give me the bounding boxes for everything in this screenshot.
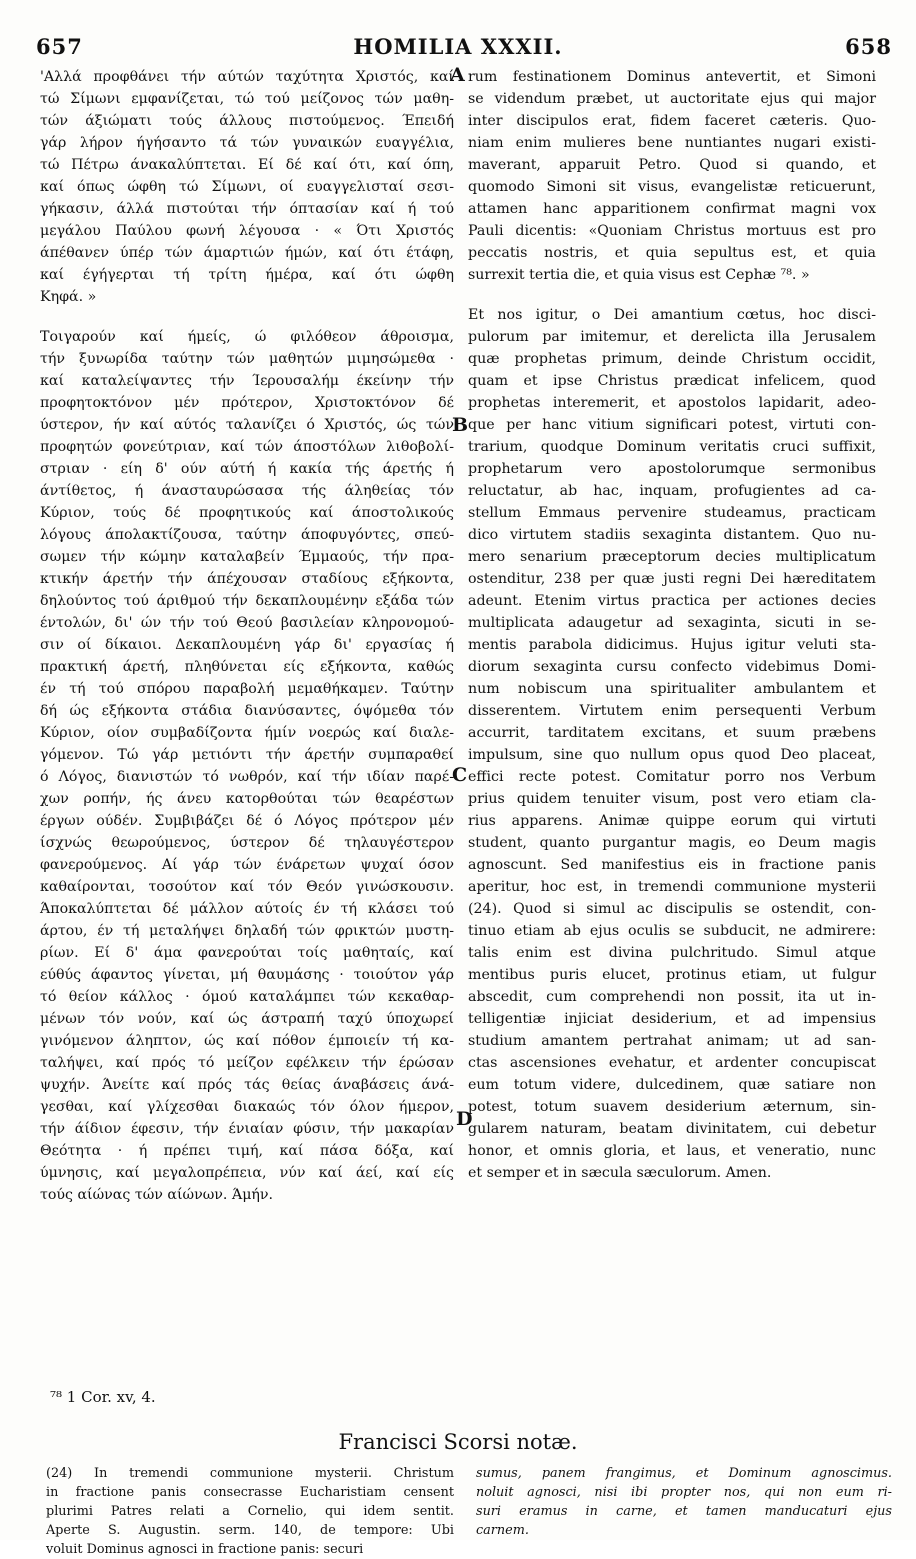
text-line: agnoscunt. Sed manifestius eis in fractione panis bbox=[468, 857, 876, 873]
text-line: γινόμενον άληπτον, ώς καί πόθον έμποιείν τή κα- bbox=[40, 1033, 454, 1049]
text-line: μεγάλου Παύλου φωνή λέγουσα · « Ότι Χριστός bbox=[40, 223, 454, 239]
text-line: Et nos igitur, o Dei amantium cœtus, hoc disci- bbox=[468, 307, 876, 323]
text-line: ύστερον, ήν καί αύτός ταλανίζει ό Χριστός, ώς τών bbox=[40, 417, 454, 433]
text-line: eum totum videre, dulcedinem, quæ satiare non bbox=[468, 1077, 876, 1093]
notes-left-column bbox=[46, 1464, 454, 1559]
greek-text-column bbox=[40, 66, 454, 1206]
text-line: ψυχήν. Άνείτε καί πρός τάς θείας άναβάσεις άνά- bbox=[40, 1077, 454, 1093]
text-line: accurrit, tarditatem excitans, et suum præbens bbox=[468, 725, 876, 741]
text-line: tinuo etiam ab ejus oculis se subducit, ne admirere: bbox=[468, 923, 876, 939]
text-line: ctas ascensiones evehatur, et ardenter concupiscat bbox=[468, 1055, 876, 1071]
text-line: noluit agnosci, nisi ibi propter nos, qui non eum ri- bbox=[476, 1485, 892, 1500]
text-line: pulorum par imitemur, et derelicta illa Jerusalem bbox=[468, 329, 876, 345]
text-line: τήν ξυνωρίδα ταύτην τών μαθητών μιμησώμεθα · bbox=[40, 351, 454, 367]
text-line: έργων ούδέν. Συμβιβάζει δέ ό Λόγος πρότερον μέν bbox=[40, 813, 454, 829]
text-line: Κύριον, οίον συμβαδίζοντα ήμίν νοερώς καί διαλε- bbox=[40, 725, 454, 741]
margin-marker-d: D bbox=[456, 1108, 473, 1130]
paragraph-gap bbox=[468, 286, 876, 304]
text-line: plurimi Patres relati a Cornelio, qui idem sentit. bbox=[46, 1504, 454, 1519]
text-line: μένων τόν νούν, καί ώς άστραπή ταχύ ύποχωρεί bbox=[40, 1011, 454, 1027]
text-line: se videndum præbet, ut auctoritate ejus qui major bbox=[468, 91, 876, 107]
text-line: mero senarium præceptorum decies multiplicatum bbox=[468, 549, 876, 565]
text-line: προφητοκτόνον μέν πρότερον, Χριστοκτόνον δέ bbox=[40, 395, 454, 411]
notes-title: Francisci Scorsi notæ. bbox=[338, 1430, 578, 1454]
text-line: σωμεν τήν κώμην καταλαβείν Έμμαούς, τήν πρα- bbox=[40, 549, 454, 565]
text-line: καί όπως ώφθη τώ Σίμωνι, οί ευαγγελισταί σεσι- bbox=[40, 179, 454, 195]
text-line: effici recte potest. Comitatur porro nos Verbum bbox=[468, 769, 876, 785]
text-line: dico virtutem stadiis sexaginta distantem. Quo nu- bbox=[468, 527, 876, 543]
text-line: prophetas interemerit, et apostolos lapidarit, adeo- bbox=[468, 395, 876, 411]
text-line: in fractione panis consecrasse Eucharistiam censent bbox=[46, 1485, 454, 1500]
text-line: τών άξιώματι τούς άλλους πιστούμενος. Έπειδή bbox=[40, 113, 454, 129]
text-line: ρίων. Εί δ' άμα φανερούται τοίς μαθηταίς, καί bbox=[40, 945, 454, 961]
text-line: λόγους άπολακτίζουσα, ταύτην άποφυγόντες, σπεύ- bbox=[40, 527, 454, 543]
text-line: prophetarum vero apostolorumque sermonibus bbox=[468, 461, 876, 477]
text-line: niam enim mulieres bene nuntiantes nugari existi- bbox=[468, 135, 876, 151]
text-line: rius apparens. Animæ quippe eorum qui virtuti bbox=[468, 813, 876, 829]
paragraph-gap bbox=[40, 308, 454, 326]
text-line: prius quidem tenuiter visum, post vero etiam cla- bbox=[468, 791, 876, 807]
text-line: impulsum, sine quo nullum opus quod Deo placeat, bbox=[468, 747, 876, 763]
text-line: trarium, quodque Dominum veritatis cruci suffixit, bbox=[468, 439, 876, 455]
text-line: καί έγήγερται τή τρίτη ήμέρα, καί ότι ώφθη bbox=[40, 267, 454, 283]
text-line: sumus, panem frangimus, et Dominum agnoscimus. bbox=[476, 1466, 892, 1481]
text-line: στριαν · είη δ' ούν αύτή ή κακία τής άρετής ή bbox=[40, 461, 454, 477]
text-line: γεσθαι, καί γλίχεσθαι διακαώς τόν όλον ήμερον, bbox=[40, 1099, 454, 1115]
text-line: inter discipulos erat, fidem faceret cæteris. Quo- bbox=[468, 113, 876, 129]
text-line: studium amantem pertrahat animam; ut ad san- bbox=[468, 1033, 876, 1049]
text-line: aperitur, hoc est, in tremendi communione mysterii bbox=[468, 879, 876, 895]
text-line: num nobiscum una spiritualiter ambulantem et bbox=[468, 681, 876, 697]
text-line: κτικήν άρετήν τήν άπέχουσαν σταδίους εξήκοντα, bbox=[40, 571, 454, 587]
text-line: χων ροπήν, ής άνευ κατορθούται τών θεαρέστων bbox=[40, 791, 454, 807]
text-line: Pauli dicentis: «Quoniam Christus mortuus est pro bbox=[468, 223, 876, 239]
page-number-left: 657 bbox=[36, 34, 83, 59]
text-line: disserentem. Virtutem enim persequenti Verbum bbox=[468, 703, 876, 719]
footnote: ⁷⁸ 1 Cor. xv, 4. bbox=[50, 1388, 156, 1406]
text-line: attamen hanc apparitionem confirmat magni vox bbox=[468, 201, 876, 217]
text-line: άντίθετος, ή άνασταυρώσασα τής άληθείας τόν bbox=[40, 483, 454, 499]
text-line: carnem. bbox=[476, 1523, 529, 1538]
text-line: surrexit tertia die, et quia visus est Cephæ ⁷⁸. » bbox=[468, 267, 810, 283]
running-title: HOMILIA XXXII. bbox=[353, 34, 563, 59]
text-line: ίσχνώς θεωρούμενος, ύστερον δέ τηλαυγέστερον bbox=[40, 835, 454, 851]
text-line: stellum Emmaus pervenire studeamus, practicam bbox=[468, 505, 876, 521]
text-line: γήκασιν, άλλά πιστούται τήν όπτασίαν καί ή τού bbox=[40, 201, 454, 217]
text-line: Aperte S. Augustin. serm. 140, de tempore: Ubi bbox=[46, 1523, 454, 1538]
text-line: τούς αίώνας τών αίώνων. Άμήν. bbox=[40, 1187, 274, 1203]
text-line: multiplicata adaugetur ad sexaginta, sicuti in se- bbox=[468, 615, 876, 631]
margin-marker-c: C bbox=[452, 764, 468, 786]
text-line: peccatis nostris, et quia sepultus est, et quia bbox=[468, 245, 876, 261]
text-line: potest, totum suavem desiderium æternum, sin- bbox=[468, 1099, 876, 1115]
text-line: άπέθανεν ύπέρ τών άμαρτιών ήμών, καί ότι έτάφη, bbox=[40, 245, 454, 261]
text-line: mentis parabola didicimus. Hujus igitur veluti sta- bbox=[468, 637, 876, 653]
text-line: δηλούντος τού άριθμού τήν δεκαπλουμένην εξάδα τών bbox=[40, 593, 454, 609]
text-line: Κηφά. » bbox=[40, 289, 97, 305]
text-line: ταλήψει, καί πρός τό μείζον εφέλκειν τήν έρώσαν bbox=[40, 1055, 454, 1071]
text-line: rum festinationem Dominus antevertit, et Simoni bbox=[468, 69, 876, 85]
latin-text-column bbox=[468, 66, 876, 1184]
text-line: (24) In tremendi communione mysterii. Christum bbox=[46, 1466, 454, 1481]
text-line: δή ώς εξήκοντα στάδια διανύσαντες, όψόμεθα τόν bbox=[40, 703, 454, 719]
text-line: suri eramus in carne, et tamen manducaturi ejus bbox=[476, 1504, 892, 1519]
text-line: προφητών φονεύτριαν, καί τών άποστόλων λιθοβολί- bbox=[40, 439, 454, 455]
text-line: Τοιγαρούν καί ήμείς, ώ φιλόθεον άθροισμα, bbox=[40, 329, 454, 345]
text-line: γάρ λήρον ήγήσαντο τά τών γυναικών ευαγγέλια, bbox=[40, 135, 454, 151]
text-line: adeunt. Etenim virtus practica per actiones decies bbox=[468, 593, 876, 609]
text-line: ostenditur, 238 per quæ justi regni Dei hæreditatem bbox=[468, 571, 876, 587]
text-line: ύμνησις, καί μεγαλοπρέπεια, νύν καί άεί, καί είς bbox=[40, 1165, 454, 1181]
text-line: Θεότητα · ή πρέπει τιμή, καί πάσα δόξα, καί bbox=[40, 1143, 454, 1159]
text-line: voluit Dominus agnosci in fractione panis: securi bbox=[46, 1542, 364, 1557]
text-line: et semper et in sæcula sæculorum. Amen. bbox=[468, 1165, 772, 1181]
text-line: mentibus puris elucet, protinus etiam, ut fulgur bbox=[468, 967, 876, 983]
text-line: quæ prophetas primum, deinde Christum occidit, bbox=[468, 351, 876, 367]
text-line: τό θείον κάλλος · όμού καταλάμπει τών κεκαθαρ- bbox=[40, 989, 454, 1005]
text-line: Άποκαλύπτεται δέ μάλλον αύτοίς έν τή κλάσει τού bbox=[40, 901, 454, 917]
text-line: quomodo Simoni sit visus, evangelistæ reticuerunt, bbox=[468, 179, 876, 195]
margin-marker-b: B bbox=[452, 414, 469, 436]
text-line: έν τή τού σπόρου παραβολή μεμαθήκαμεν. Ταύτην bbox=[40, 681, 454, 697]
text-line: (24). Quod si simul ac discipulis se ostendit, con- bbox=[468, 901, 876, 917]
text-line: καθαίρονται, τοσούτον καί τόν Θεόν γινώσκουσιν. bbox=[40, 879, 454, 895]
text-line: ό Λόγος, διανιστών τό νωθρόν, καί τήν ιδίαν παρέ- bbox=[40, 769, 454, 785]
text-line: 'Αλλά προφθάνει τήν αύτών ταχύτητα Χριστός, καί bbox=[40, 69, 454, 85]
text-line: student, quanto purgantur magis, eo Deum magis bbox=[468, 835, 876, 851]
notes-right-column bbox=[476, 1464, 892, 1540]
text-line: άρτου, έν τή μεταλήψει δηλαδή τών φρικτών μυστη- bbox=[40, 923, 454, 939]
text-line: τώ Πέτρω άνακαλύπτεται. Εί δέ καί ότι, καί όπη, bbox=[40, 157, 454, 173]
text-line: quam et ipse Christus prædicat infelicem, quod bbox=[468, 373, 876, 389]
text-line: γόμενον. Τώ γάρ μετιόντι τήν άρετήν συμπαραθεί bbox=[40, 747, 454, 763]
text-line: έντολών, δι' ών τήν τού Θεού βασιλείαν κληρονομού- bbox=[40, 615, 454, 631]
text-line: diorum sexaginta cursu confecto videbimus Domi- bbox=[468, 659, 876, 675]
text-line: gularem naturam, beatam divinitatem, cui debetur bbox=[468, 1121, 876, 1137]
page-number-right: 658 bbox=[845, 34, 892, 59]
text-line: Κύριον, τούς δέ προφητικούς καί άποστολικούς bbox=[40, 505, 454, 521]
text-line: maverant, apparuit Petro. Quod si quando, et bbox=[468, 157, 876, 173]
text-line: abscedit, cum comprehendi non possit, ita ut in- bbox=[468, 989, 876, 1005]
text-line: πρακτική άρετή, πληθύνεται είς εξήκοντα, καθώς bbox=[40, 659, 454, 675]
text-line: talis enim est divina pulchritudo. Simul atque bbox=[468, 945, 876, 961]
text-line: telligentiæ injiciat desiderium, et ad impensius bbox=[468, 1011, 876, 1027]
text-line: φανερούμενος. Αί γάρ τών ένάρετων ψυχαί όσον bbox=[40, 857, 454, 873]
text-line: εύθύς άφαντος γίνεται, μή θαυμάσης · τοιούτον γάρ bbox=[40, 967, 454, 983]
text-line: que per hanc vitium significari potest, virtuti con- bbox=[468, 417, 876, 433]
text-line: σιν οί δίκαιοι. Δεκαπλουμένη γάρ δι' εργασίας ή bbox=[40, 637, 454, 653]
text-line: καί καταλείψαντες τήν Ίερουσαλήμ έκείνην τήν bbox=[40, 373, 454, 389]
text-line: reluctatur, ab hac, inquam, profugientes ad ca- bbox=[468, 483, 876, 499]
text-line: honor, et omnis gloria, et laus, et veneratio, nunc bbox=[468, 1143, 876, 1159]
text-line: τώ Σίμωνι εμφανίζεται, τώ τού μείζονος τών μαθη- bbox=[40, 91, 454, 107]
margin-marker-a: A bbox=[450, 64, 465, 86]
text-line: τήν άίδιον έφεσιν, τήν ένιαίαν φύσιν, τήν μακαρίαν bbox=[40, 1121, 454, 1137]
